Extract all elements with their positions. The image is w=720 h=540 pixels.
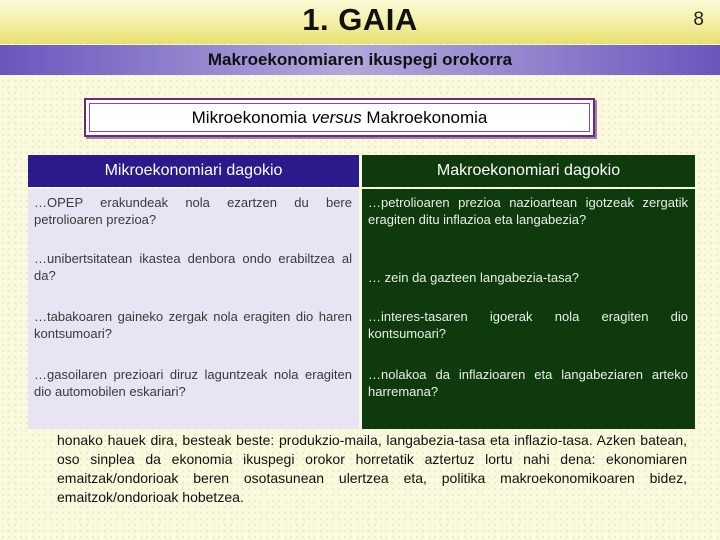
macro-question: …nolakoa da inflazioaren eta langabeziaren arteko harremana? — [368, 367, 688, 399]
heading-part-micro: Mikroekonomia — [191, 108, 312, 127]
macro-question: … zein da gazteen langabezia-tasa? — [368, 270, 580, 285]
title-bar — [0, 0, 720, 44]
subtitle-bar — [0, 45, 720, 75]
micro-question: …tabakoaren gaineko zergak nola eragiten dio haren kontsumoari? — [34, 309, 352, 341]
macro-column-header: Makroekonomiari dagokio — [362, 155, 695, 187]
page-number: 8 — [693, 9, 704, 30]
heading-versus: versus — [311, 108, 362, 127]
slide-title: 1. GAIA — [302, 2, 418, 37]
micro-question: …OPEP erakundeak nola ezartzen du bere petrolioaren prezioa? — [34, 195, 352, 227]
micro-question: …unibertsitatean ikastea denbora ondo erabiltzea al da? — [34, 251, 352, 283]
micro-question: …gasoilaren prezioari diruz laguntzeak nola eragiten dio automobilen eskariari? — [34, 367, 352, 399]
macro-question: …petrolioaren prezioa nazioartean igotzeak zergatik eragiten ditu inflazioa eta langabezia? — [368, 195, 688, 227]
macro-question: …interes-tasaren igoerak nola eragiten dio kontsumoari? — [368, 309, 688, 341]
heading-part-macro: Makroekonomia — [361, 108, 488, 127]
summary-paragraph: honako hauek dira, besteak beste: produkzio-maila, langabezia-tasa eta inflazio-tasa. Azken batean, oso sinplea da ekonomia ikuspegi orokor horretatik aztertuz lortu nahi dena: ekonomiaren emaitzak/ondorioak beren osotasunean ulertzea eta, politika makroekonomikoaren bidez, emaitzok/ondorioak hobetzea. — [57, 432, 687, 505]
comparison-heading — [86, 108, 593, 128]
slide-subtitle: Makroekonomiaren ikuspegi orokorra — [207, 50, 513, 69]
micro-column — [28, 189, 359, 429]
macro-column — [362, 189, 695, 429]
comparison-heading-box — [84, 98, 595, 137]
micro-column-header: Mikroekonomiari dagokio — [28, 155, 359, 187]
